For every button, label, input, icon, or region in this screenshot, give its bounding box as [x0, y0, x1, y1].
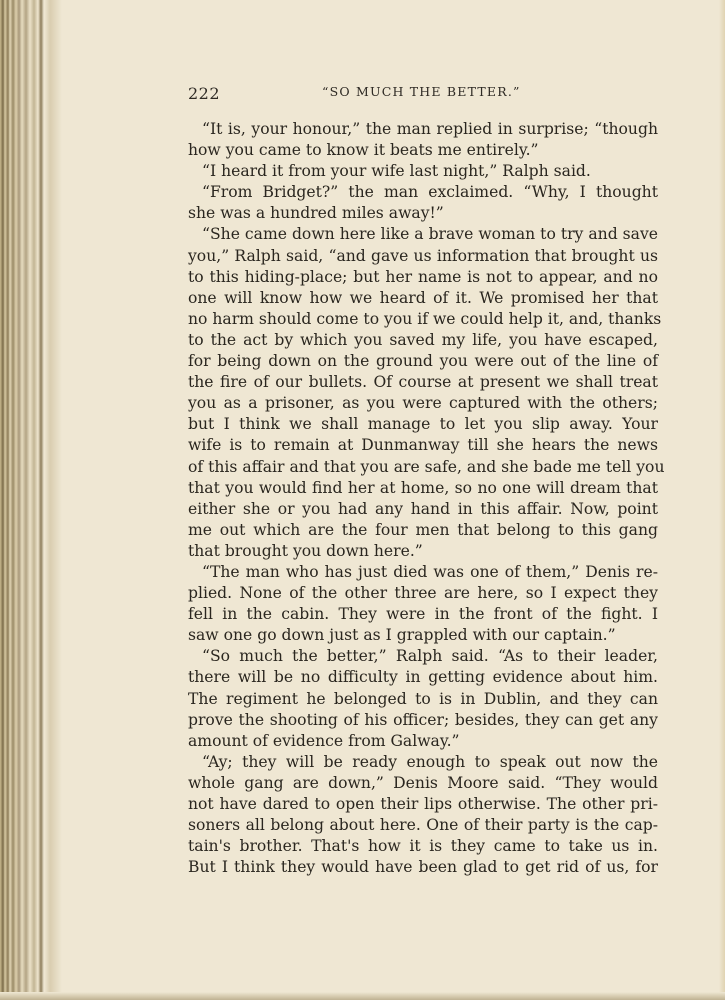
text-line: how you came to know it beats me entirely.”	[188, 141, 539, 160]
book-binding-edge	[0, 0, 62, 1000]
text-line: no harm should come to you if we could help it, and, thanks	[188, 309, 662, 328]
page-bottom-edge	[0, 992, 725, 1000]
text-line: you as a prisoner, as you were captured with the others;	[188, 394, 658, 413]
text-line: The regiment he belonged to is in Dublin, and they can	[188, 689, 658, 708]
text-line: “She came down here like a brave woman to try and save	[202, 225, 658, 244]
body-text	[188, 119, 665, 878]
text-line: amount of evidence from Galway.”	[188, 731, 460, 750]
text-line: of this affair and that you are safe, and she bade me tell you	[188, 457, 665, 476]
text-line: “From Bridget?” the man exclaimed. “Why, I thought	[202, 183, 658, 202]
text-line: me out which are the four men that belong to this gang	[188, 520, 658, 539]
text-line: saw one go down just as I grappled with our captain.”	[188, 626, 616, 645]
text-line: “The man who has just died was one of them,” Denis re-	[202, 562, 658, 581]
book-page	[188, 84, 665, 877]
text-line: soners all belong about here. One of their party is the cap-	[188, 816, 658, 835]
text-line: the fire of our bullets. Of course at present we shall treat	[188, 373, 658, 392]
text-line: prove the shooting of his officer; besides, they can get any	[188, 710, 658, 729]
text-line: “Ay; they will be ready enough to speak out now the	[202, 752, 658, 771]
running-title: “SO MUCH THE BETTER.”	[322, 84, 521, 99]
text-line: wife is to remain at Dunmanway till she hears the news	[188, 436, 658, 455]
text-line: “I heard it from your wife last night,” Ralph said.	[202, 162, 591, 181]
text-line: plied. None of the other three are here, so I expect they	[188, 584, 658, 603]
text-line: for being down on the ground you were out of the line of	[188, 352, 658, 371]
text-line: she was a hundred miles away!”	[188, 204, 444, 223]
text-line: “It is, your honour,” the man replied in surprise; “though	[202, 120, 658, 138]
text-line: one will know how we heard of it. We promised her that	[188, 288, 658, 307]
text-line: “So much the better,” Ralph said. “As to their leader,	[202, 647, 658, 666]
text-line: but I think we shall manage to let you slip away. Your	[188, 415, 658, 434]
text-line: whole gang are down,” Denis Moore said. “They would	[188, 773, 658, 792]
page-header	[188, 84, 658, 106]
text-line: fell in the cabin. They were in the front of the fight. I	[188, 605, 658, 624]
text-line: not have dared to open their lips otherwise. The other pri-	[188, 795, 658, 813]
text-line: But I think they would have been glad to get rid of us, for	[188, 858, 658, 877]
page-right-edge	[719, 0, 725, 1000]
page-number: 222	[188, 84, 221, 103]
text-line: to the act by which you saved my life, you have escaped,	[188, 330, 658, 349]
text-line: tain's brother. That's how it is they came to take us in.	[188, 837, 658, 856]
text-line: there will be no difficulty in getting evidence about him.	[188, 668, 658, 687]
text-line: that brought you down here.”	[188, 541, 423, 560]
text-line: to this hiding-place; but her name is not to appear, and no	[188, 267, 658, 286]
text-line: either she or you had any hand in this affair. Now, point	[188, 499, 658, 518]
text-line: that you would find her at home, so no one will dream that	[188, 478, 658, 497]
text-line: you,” Ralph said, “and gave us information that brought us	[188, 246, 658, 265]
